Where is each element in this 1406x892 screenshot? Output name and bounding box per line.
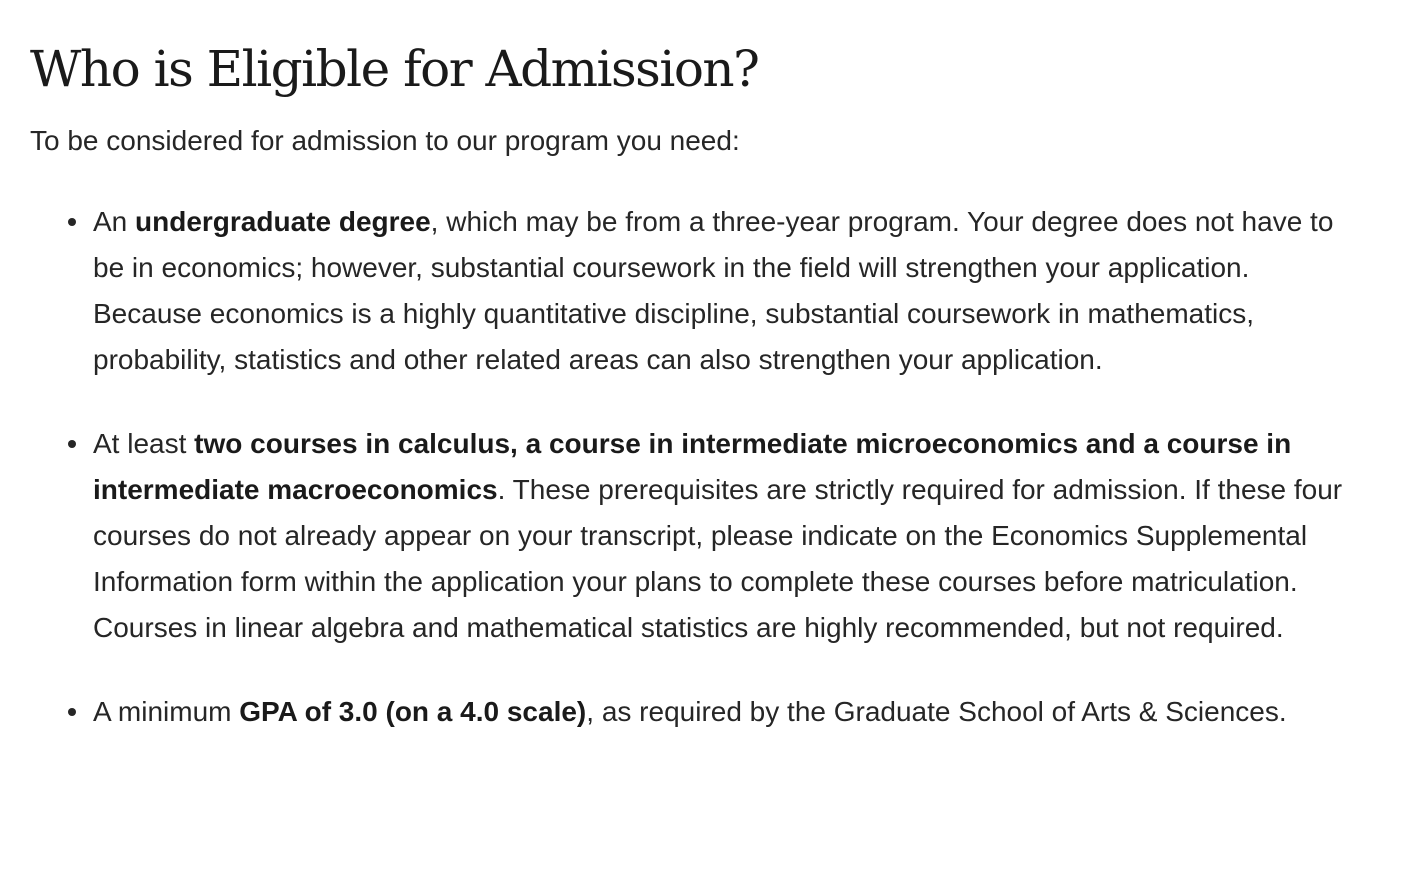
requirement-lead: An bbox=[93, 206, 136, 237]
requirement-emphasis: two courses in calculus, a course in intermediate microeconomics and a course in intermediate macroeconomics bbox=[93, 428, 1292, 505]
requirements-list bbox=[30, 199, 1360, 735]
page-title: Who is Eligible for Admission? bbox=[30, 40, 759, 98]
bullet-icon bbox=[68, 218, 76, 226]
requirement-emphasis: undergraduate degree bbox=[135, 206, 431, 237]
bullet-icon bbox=[68, 708, 76, 716]
bullet-icon bbox=[68, 440, 76, 448]
list-item-prerequisite-courses bbox=[30, 421, 1360, 651]
requirement-lead: A minimum bbox=[93, 696, 240, 727]
requirement-emphasis: GPA of 3.0 (on a 4.0 scale) bbox=[239, 696, 587, 727]
list-item-undergraduate-degree bbox=[30, 199, 1360, 383]
admission-eligibility-section bbox=[30, 0, 1360, 773]
list-item-minimum-gpa bbox=[30, 689, 1360, 735]
requirement-lead: At least bbox=[93, 428, 195, 459]
requirement-detail: , which may be from a three-year program. Your degree does not have to be in economics; however, substantial coursework in the field will strengthen your application. Because economics is a highly quantitative discipline, substantial coursework in mathematics, probability, statistics and other related areas can also strengthen your application. bbox=[93, 206, 1334, 375]
requirement-detail: . These prerequisites are strictly required for admission. If these four courses do not already appear on your transcript, please indicate on the Economics Supplemental Information form within the application your plans to complete these courses before matriculation. Courses in linear algebra and mathematical statistics are highly recommended, but not required. bbox=[93, 474, 1343, 643]
intro-text: To be considered for admission to our program you need: bbox=[30, 125, 740, 156]
requirement-detail: , as required by the Graduate School of Arts & Sciences. bbox=[586, 696, 1287, 727]
